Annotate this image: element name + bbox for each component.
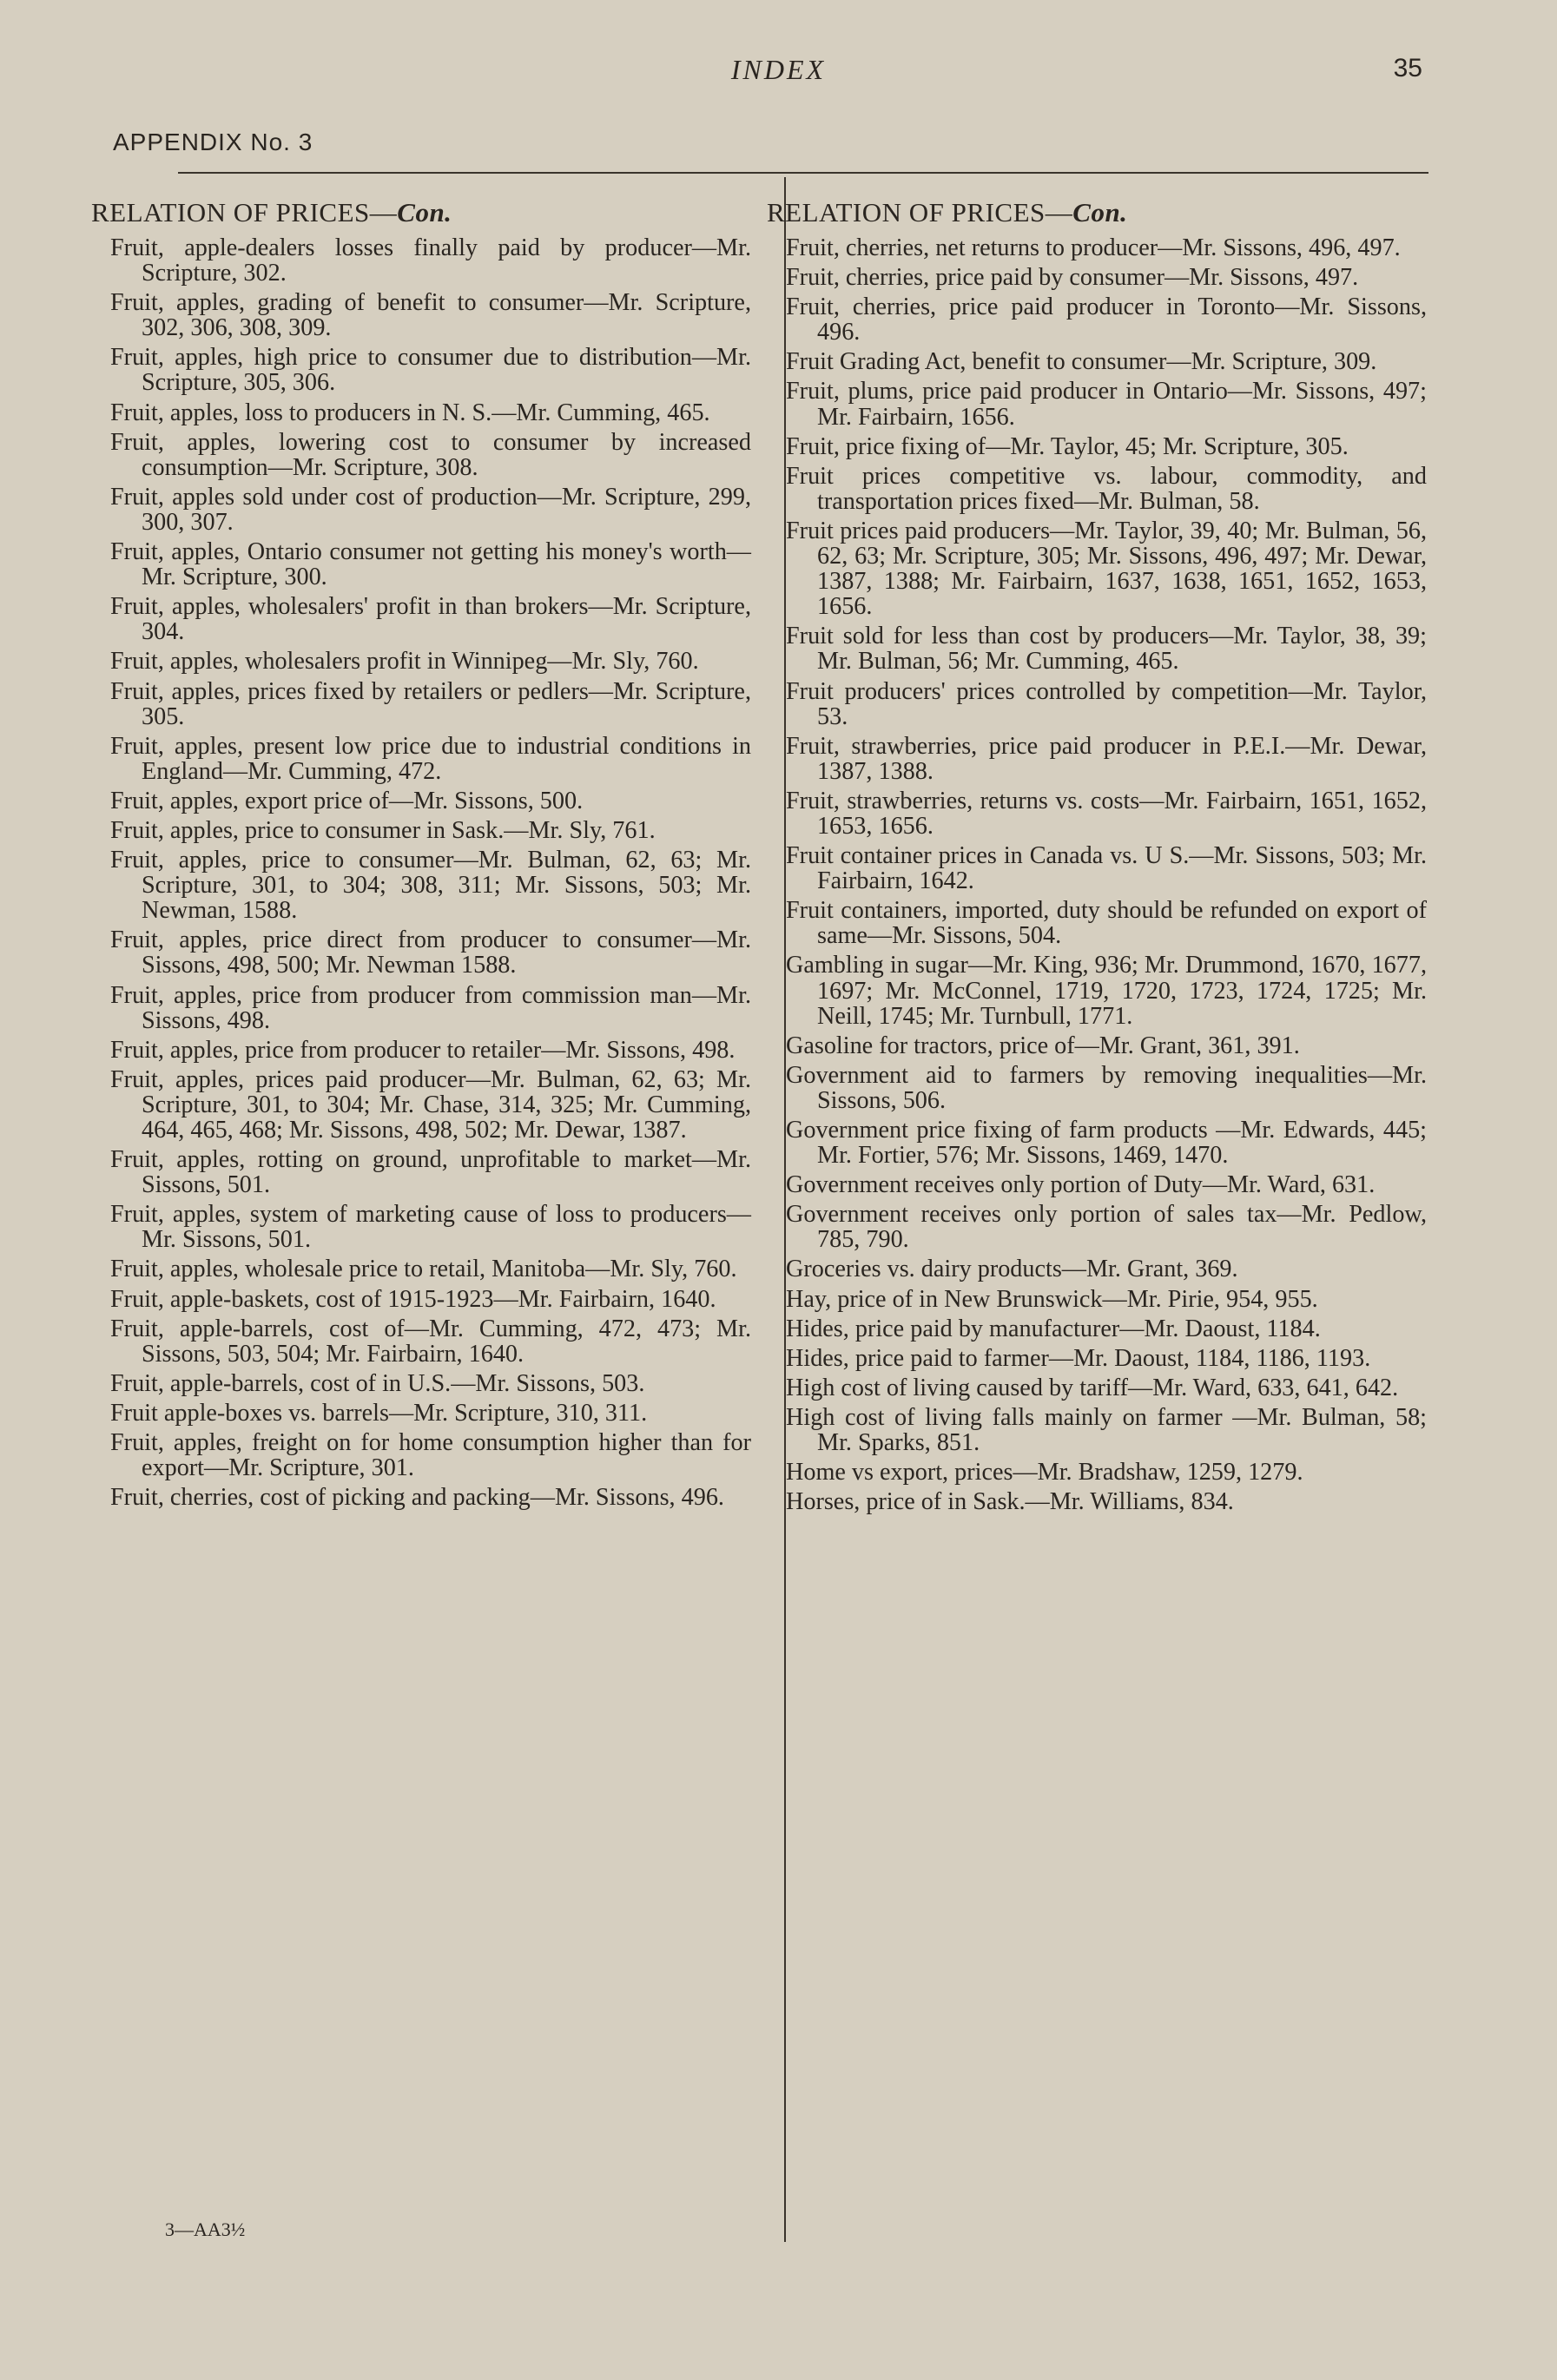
index-entry: Fruit, apples, Ontario consumer not getting his money's worth—Mr. Scripture, 300. — [110, 538, 751, 591]
index-entry: Fruit, cherries, price paid producer in Toronto—Mr. Sissons, 496. — [786, 293, 1427, 346]
index-entry: Fruit, cherries, net returns to producer—Mr. Sissons, 496, 497. — [786, 234, 1401, 261]
left-entries-list — [91, 235, 751, 1510]
left-column-heading — [91, 198, 751, 227]
index-entry: Fruit, apple-dealers losses finally paid by producer—Mr. Scripture, 302. — [110, 234, 751, 287]
index-entry: Fruit, apples, rotting on ground, unprofitable to market—Mr. Sissons, 501. — [110, 1146, 751, 1199]
top-rule — [178, 172, 1428, 174]
index-entry: High cost of living caused by tariff—Mr. Ward, 633, 641, 642. — [786, 1374, 1399, 1401]
index-entry: Fruit, cherries, price paid by consumer—Mr. Sissons, 497. — [786, 264, 1359, 292]
index-entry: Government price fixing of farm products —Mr. Edwards, 445; Mr. Fortier, 576; Mr. Sissons, 1469, 1470. — [786, 1117, 1427, 1170]
index-entry: Fruit, apples, price from producer from commission man—Mr. Sissons, 498. — [110, 981, 751, 1034]
index-entry: Fruit, strawberries, returns vs. costs—Mr. Fairbairn, 1651, 1652, 1653, 1656. — [786, 787, 1427, 840]
index-entry: Fruit, apples, wholesale price to retail, Manitoba—Mr. Sly, 760. — [110, 1256, 737, 1283]
index-entry: Fruit, cherries, cost of picking and packing—Mr. Sissons, 496. — [110, 1484, 724, 1512]
index-entry: Hides, price paid to farmer—Mr. Daoust, 1184, 1186, 1193. — [786, 1344, 1371, 1372]
left-column — [91, 198, 751, 1514]
index-entry: High cost of living falls mainly on farmer —Mr. Bulman, 58; Mr. Sparks, 851. — [786, 1403, 1427, 1457]
heading-con: Con. — [1072, 197, 1128, 227]
index-entry: Fruit, apples, present low price due to industrial conditions in England—Mr. Cumming, 472. — [110, 732, 751, 785]
heading-main: RELATION OF PRICES— — [91, 197, 398, 227]
right-column — [767, 198, 1427, 1519]
index-entry: Fruit, apples, freight on for home consumption higher than for export—Mr. Scripture, 301. — [110, 1429, 751, 1482]
index-entry: Fruit, apples, loss to producers in N. S.—Mr. Cumming, 465. — [110, 399, 710, 426]
heading-con: Con. — [397, 197, 452, 227]
index-entry: Horses, price of in Sask.—Mr. Williams, 834. — [786, 1488, 1234, 1516]
index-entry: Fruit prices paid producers—Mr. Taylor, 39, 40; Mr. Bulman, 56, 62, 63; Mr. Scripture, 305; Mr. Sissons, 496, 497; Mr. Dewar, 1387, 1388; Mr. Fairbairn, 1637, 1638, 1651, 1652, 1653, 1656. — [786, 517, 1427, 621]
index-entry: Fruit Grading Act, benefit to consumer—Mr. Scripture, 309. — [786, 348, 1377, 376]
index-entry: Government receives only portion of Duty—Mr. Ward, 631. — [786, 1171, 1376, 1199]
index-entry: Fruit containers, imported, duty should be refunded on export of same—Mr. Sissons, 504. — [786, 897, 1427, 950]
index-entry: Fruit, apples, prices paid producer—Mr. Bulman, 62, 63; Mr. Scripture, 301, to 304; Mr. Chase, 314, 325; Mr. Cumming, 464, 465, 468; Mr. Sissons, 498, 502; Mr. Dewar, 1387. — [110, 1065, 751, 1144]
index-entry: Fruit prices competitive vs. labour, commodity, and transportation prices fixed—Mr. Bulman, 58. — [786, 462, 1427, 515]
index-entry: Fruit apple-boxes vs. barrels—Mr. Scripture, 310, 311. — [110, 1399, 648, 1427]
index-entry: Fruit, apples, wholesalers profit in Winnipeg—Mr. Sly, 760. — [110, 648, 699, 676]
index-entry: Gasoline for tractors, price of—Mr. Grant, 361, 391. — [786, 1032, 1300, 1059]
index-entry: Fruit, apples, lowering cost to consumer by increased consumption—Mr. Scripture, 308. — [110, 428, 751, 481]
index-entry: Hay, price of in New Brunswick—Mr. Pirie, 954, 955. — [786, 1285, 1318, 1313]
index-entry: Fruit, apples, grading of benefit to consumer—Mr. Scripture, 302, 306, 308, 309. — [110, 289, 751, 342]
index-entry: Fruit, apples, price direct from producer to consumer—Mr. Sissons, 498, 500; Mr. Newman 1588. — [110, 926, 751, 979]
index-entry: Government aid to farmers by removing inequalities—Mr. Sissons, 506. — [786, 1061, 1427, 1114]
index-entry: Fruit, apples sold under cost of production—Mr. Scripture, 299, 300, 307. — [110, 483, 751, 536]
index-entry: Government receives only portion of sales tax—Mr. Pedlow, 785, 790. — [786, 1201, 1427, 1254]
right-column-heading — [767, 198, 1427, 227]
index-entry: Fruit, apples, system of marketing cause of loss to producers—Mr. Sissons, 501. — [110, 1201, 751, 1254]
index-entry: Fruit, apples, wholesalers' profit in than brokers—Mr. Scripture, 304. — [110, 593, 751, 646]
index-entry: Gambling in sugar—Mr. King, 936; Mr. Drummond, 1670, 1677, 1697; Mr. McConnel, 1719, 1720, 1723, 1724, 1725; Mr. Neill, 1745; Mr. Turnbull, 1771. — [786, 952, 1427, 1030]
index-entry: Fruit, apples, high price to consumer due to distribution—Mr. Scripture, 305, 306. — [110, 344, 751, 397]
page-number: 35 — [1393, 54, 1422, 82]
index-entry: Fruit, apples, prices fixed by retailers or pedlers—Mr. Scripture, 305. — [110, 677, 751, 730]
index-entry: Fruit, apples, price to consumer in Sask.—Mr. Sly, 761. — [110, 816, 656, 844]
right-entries-list — [767, 235, 1427, 1514]
index-entry: Fruit, apple-barrels, cost of in U.S.—Mr. Sissons, 503. — [110, 1369, 645, 1397]
running-head: INDEX — [730, 54, 827, 85]
index-entry: Hides, price paid by manufacturer—Mr. Daoust, 1184. — [786, 1315, 1321, 1342]
index-entry: Fruit, apple-baskets, cost of 1915-1923—Mr. Fairbairn, 1640. — [110, 1285, 716, 1313]
index-entry: Home vs export, prices—Mr. Bradshaw, 1259, 1279. — [786, 1459, 1303, 1487]
index-entry: Fruit producers' prices controlled by competition—Mr. Taylor, 53. — [786, 677, 1427, 730]
index-entry: Fruit, strawberries, price paid producer in P.E.I.—Mr. Dewar, 1387, 1388. — [786, 732, 1427, 785]
index-entry: Fruit, apples, price to consumer—Mr. Bulman, 62, 63; Mr. Scripture, 301, to 304; 308, 311; Mr. Sissons, 503; Mr. Newman, 1588. — [110, 847, 751, 925]
index-entry: Fruit sold for less than cost by producers—Mr. Taylor, 38, 39; Mr. Bulman, 56; Mr. Cumming, 465. — [786, 623, 1427, 676]
index-entry: Fruit, plums, price paid producer in Ontario—Mr. Sissons, 497; Mr. Fairbairn, 1656. — [786, 378, 1427, 431]
signature-mark: 3—AA3½ — [165, 2218, 246, 2240]
index-entry: Fruit, apples, price from producer to retailer—Mr. Sissons, 498. — [110, 1036, 736, 1064]
heading-main: RELATION OF PRICES— — [767, 197, 1073, 227]
index-entry: Fruit, apples, export price of—Mr. Sissons, 500. — [110, 787, 584, 814]
index-entry: Fruit, apple-barrels, cost of—Mr. Cumming, 472, 473; Mr. Sissons, 503, 504; Mr. Fairbairn, 1640. — [110, 1315, 751, 1368]
appendix-label: APPENDIX No. 3 — [113, 129, 313, 155]
index-entry: Fruit, price fixing of—Mr. Taylor, 45; Mr. Scripture, 305. — [786, 432, 1349, 460]
index-entry: Fruit container prices in Canada vs. U S.—Mr. Sissons, 503; Mr. Fairbairn, 1642. — [786, 842, 1427, 895]
index-entry: Groceries vs. dairy products—Mr. Grant, 369. — [786, 1256, 1238, 1283]
